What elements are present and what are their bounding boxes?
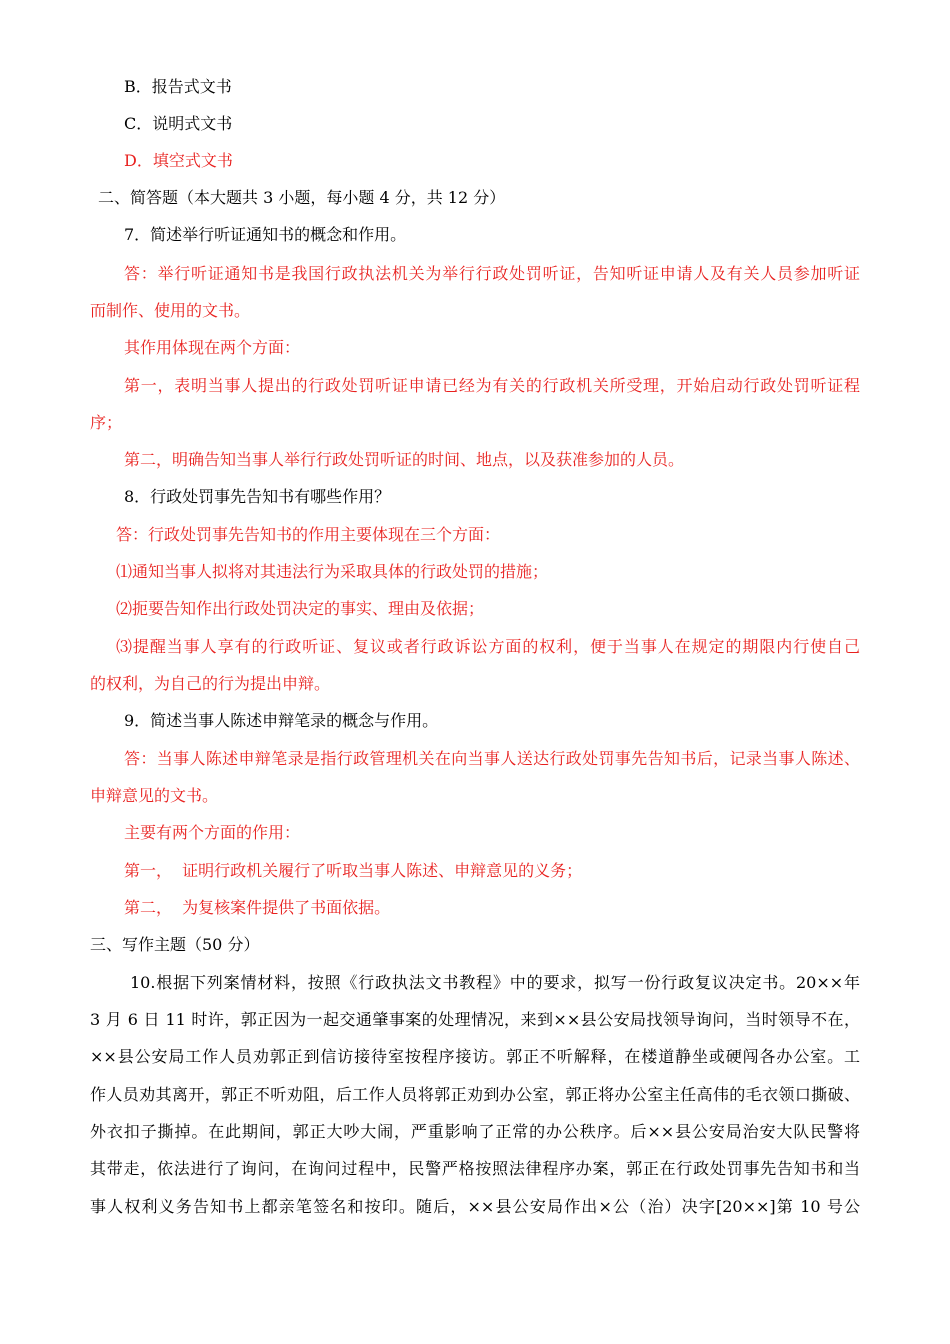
answer-9-line-4: 第一， 证明行政机关履行了听取当事人陈述、申辩意见的义务； xyxy=(124,861,583,880)
answer-7-line-1: 答：举行听证通知书是我国行政执法机关为举行行政处罚听证，告知听证申请人及有关人员参加听证 xyxy=(124,264,860,283)
section-2-title: 二、简答题（本大题共 3 小题，每小题 4 分，共 12 分） xyxy=(98,188,506,207)
answer-9-line-5: 第二， 为复核案件提供了书面依据。 xyxy=(124,898,391,917)
question-9: 9．简述当事人陈述申辩笔录的概念与作用。 xyxy=(124,711,439,730)
answer-7-line-5: 序； xyxy=(90,413,123,432)
question-10-line-4: 作人员劝其离开，郭正不听劝阻，后工作人员将郭正劝到办公室，郭正将办公室主任高伟的毛衣领口撕破、 xyxy=(90,1085,860,1104)
answer-9-line-3: 主要有两个方面的作用： xyxy=(124,823,301,842)
answer-7-line-6: 第二，明确告知当事人举行行政处罚听证的时间、地点，以及获准参加的人员。 xyxy=(124,450,685,469)
option-d-answer: D．填空式文书 xyxy=(124,151,233,170)
question-10-line-3: ××县公安局工作人员劝郭正到信访接待室按程序接访。郭正不听解释，在楼道静坐或硬闯各办公室。工 xyxy=(90,1047,860,1066)
answer-7-line-4: 第一，表明当事人提出的行政处罚听证申请已经为有关的行政机关所受理，开始启动行政处罚听证程 xyxy=(124,376,860,395)
question-10-line-5: 外衣扣子撕掉。在此期间，郭正大吵大闹，严重影响了正常的办公秩序。后××县公安局治安大队民警将 xyxy=(90,1122,860,1141)
answer-7-line-2: 而制作、使用的文书。 xyxy=(90,301,251,320)
question-7: 7．简述举行听证通知书的概念和作用。 xyxy=(124,225,407,244)
answer-9-line-2: 申辩意见的文书。 xyxy=(90,786,219,805)
section-3-title: 三、写作主题（50 分） xyxy=(90,935,260,954)
answer-8-line-2: ⑴通知当事人拟将对其违法行为采取具体的行政处罚的措施； xyxy=(116,562,549,581)
question-10-line-1: 10.根据下列案情材料，按照《行政执法文书教程》中的要求，拟写一份行政复议决定书。20××年 xyxy=(130,973,860,992)
answer-7-line-3: 其作用体现在两个方面： xyxy=(124,338,301,357)
option-b: B．报告式文书 xyxy=(124,77,232,96)
answer-8-line-3: ⑵扼要告知作出行政处罚决定的事实、理由及依据； xyxy=(116,599,485,618)
answer-8-line-4: ⑶提醒当事人享有的行政听证、复议或者行政诉讼方面的权利，便于当事人在规定的期限内行使自己 xyxy=(116,637,860,656)
question-10-line-2: 3 月 6 日 11 时许，郭正因为一起交通肇事案的处理情况，来到××县公安局找领导询问，当时领导不在， xyxy=(90,1010,860,1029)
option-c: C．说明式文书 xyxy=(124,114,233,133)
answer-8-line-5: 的权利，为自己的行为提出申辩。 xyxy=(90,674,331,693)
question-8: 8．行政处罚事先告知书有哪些作用？ xyxy=(124,487,391,506)
answer-9-line-1: 答：当事人陈述申辩笔录是指行政管理机关在向当事人送达行政处罚事先告知书后，记录当事人陈述、 xyxy=(124,749,860,768)
answer-8-line-1: 答：行政处罚事先告知书的作用主要体现在三个方面： xyxy=(116,525,501,544)
question-10-line-7: 事人权利义务告知书上都亲笔签名和按印。随后，××县公安局作出×公（治）决字[20××]第 10 号公 xyxy=(90,1197,860,1216)
question-10-line-6: 其带走，依法进行了询问，在询问过程中，民警严格按照法律程序办案，郭正在行政处罚事先告知书和当 xyxy=(90,1159,860,1178)
